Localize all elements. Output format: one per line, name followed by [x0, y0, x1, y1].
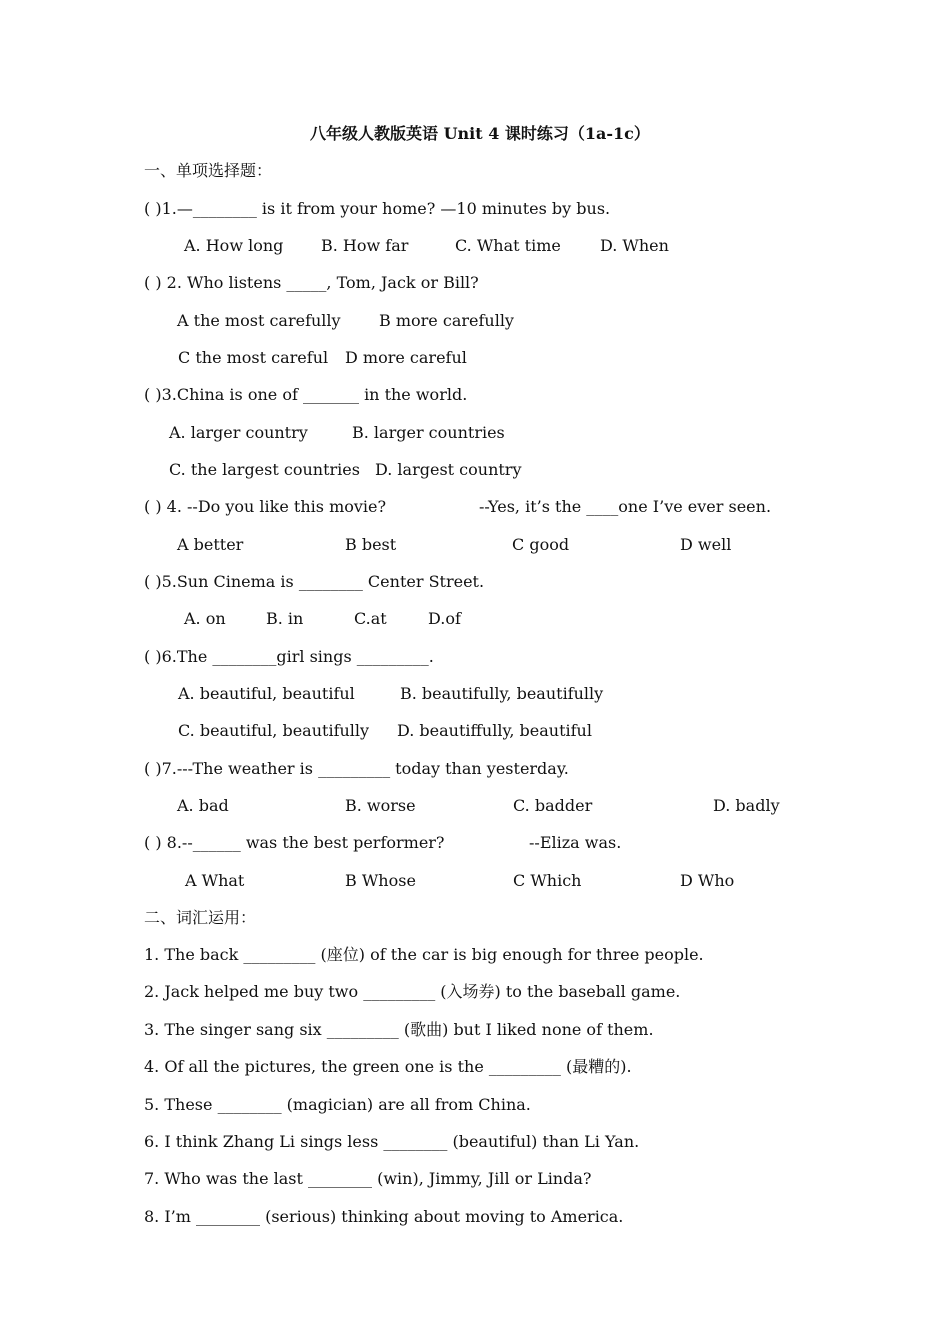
- q7-option-c: C. badder: [513, 796, 593, 815]
- question-2: ( ) 2. Who listens _____, Tom, Jack or Bill?: [144, 273, 479, 292]
- q8-option-a: A What: [185, 871, 245, 890]
- vocab-item-6: 6. I think Zhang Li sings less ________ (beautiful) than Li Yan.: [144, 1132, 640, 1151]
- q8-option-c: C Which: [513, 871, 582, 890]
- q1-option-a: A. How long: [184, 236, 284, 255]
- section-heading-1: 一、单项选择题：: [144, 161, 273, 180]
- vocab-item-8: 8. I’m ________ (serious) thinking about moving to America.: [144, 1207, 624, 1226]
- q5-option-b: B. in: [266, 609, 304, 628]
- question-8-reply: --Eliza was.: [529, 833, 622, 852]
- q2-option-b: B more carefully: [379, 311, 514, 330]
- q8-option-d: D Who: [680, 871, 735, 890]
- section-heading-2: 二、词汇运用：: [144, 908, 257, 927]
- q3-option-d: D. largest country: [375, 460, 522, 479]
- vocab-item-5: 5. These ________ (magician) are all from China.: [144, 1095, 531, 1114]
- q3-option-a: A. larger country: [169, 423, 308, 442]
- q4-option-c: C good: [512, 535, 570, 554]
- q3-option-b: B. larger countries: [352, 423, 505, 442]
- q8-option-b: B Whose: [345, 871, 416, 890]
- q4-option-d: D well: [680, 535, 732, 554]
- vocab-item-4: 4. Of all the pictures, the green one is the _________ (最糟的).: [144, 1057, 632, 1076]
- question-4: ( ) 4. --Do you like this movie?: [144, 497, 387, 516]
- q4-option-b: B best: [345, 535, 397, 554]
- q3-option-c: C. the largest countries: [169, 460, 360, 479]
- q7-option-d: D. badly: [713, 796, 780, 815]
- vocab-item-2: 2. Jack helped me buy two _________ (入场券) to the baseball game.: [144, 982, 681, 1001]
- question-1: ( )1.—________ is it from your home? —10 minutes by bus.: [144, 199, 611, 218]
- question-4-reply: --Yes, it’s the ____one I’ve ever seen.: [479, 497, 772, 516]
- question-8: ( ) 8.--______ was the best performer?: [144, 833, 445, 852]
- question-6: ( )6.The ________girl sings _________.: [144, 647, 434, 666]
- q2-option-a: A the most carefully: [177, 311, 341, 330]
- q6-option-d: D. beautiffully, beautiful: [397, 721, 592, 740]
- q6-option-a: A. beautiful, beautiful: [178, 684, 355, 703]
- q7-option-a: A. bad: [177, 796, 229, 815]
- q2-option-c: C the most careful: [178, 348, 329, 367]
- q6-option-c: C. beautiful, beautifully: [178, 721, 370, 740]
- question-3: ( )3.China is one of _______ in the world.: [144, 385, 468, 404]
- q1-option-d: D. When: [600, 236, 669, 255]
- question-7: ( )7.---The weather is _________ today than yesterday.: [144, 759, 569, 778]
- q6-option-b: B. beautifully, beautifully: [400, 684, 604, 703]
- question-5: ( )5.Sun Cinema is ________ Center Street.: [144, 572, 485, 591]
- q7-option-b: B. worse: [345, 796, 416, 815]
- vocab-item-7: 7. Who was the last ________ (win), Jimmy, Jill or Linda?: [144, 1169, 592, 1188]
- q5-option-d: D.of: [428, 609, 461, 628]
- q5-option-c: C.at: [354, 609, 387, 628]
- page-title: 八年级人教版英语 Unit 4 课时练习（1a-1c）: [310, 124, 650, 143]
- vocab-item-1: 1. The back _________ (座位) of the car is big enough for three people.: [144, 945, 704, 964]
- vocab-item-3: 3. The singer sang six _________ (歌曲) but I liked none of them.: [144, 1020, 654, 1039]
- q1-option-c: C. What time: [455, 236, 561, 255]
- q5-option-a: A. on: [184, 609, 226, 628]
- q4-option-a: A better: [177, 535, 244, 554]
- q1-option-b: B. How far: [321, 236, 409, 255]
- q2-option-d: D more careful: [345, 348, 467, 367]
